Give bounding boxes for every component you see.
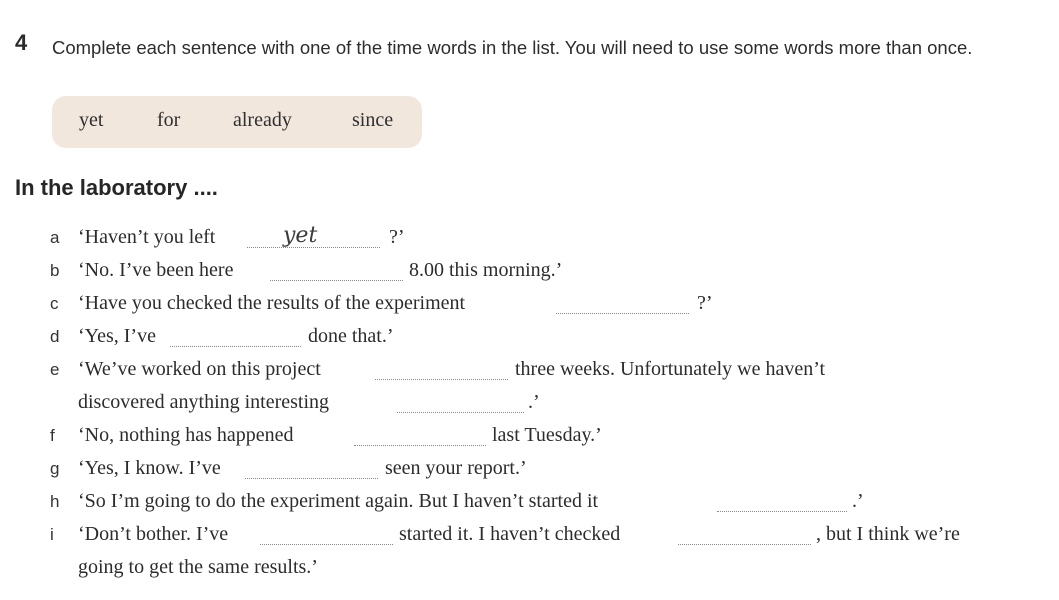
sentence-text: , but I think we’re [816,523,960,545]
sentence-g [0,457,1059,490]
answer-blank[interactable] [354,445,486,446]
sentence-text: started it. I haven’t checked [399,523,621,545]
sentence-c [0,292,1059,325]
answer-blank[interactable] [556,313,689,314]
sentence-letter: h [50,492,60,511]
word-list-item: since [352,109,394,131]
answer-blank[interactable] [397,412,524,413]
answer-blank[interactable] [245,478,378,479]
exercise-instruction: Complete each sentence with one of the time words in the list. You will need to use some words more than once. [52,37,973,58]
answer-blank[interactable] [678,544,811,545]
word-list-box [52,96,422,148]
sentence-text: ‘Haven’t you left [78,226,216,248]
word-list-item: yet [79,109,104,131]
sentence-letter: g [50,459,60,478]
handwritten-answer: yet [283,223,318,248]
section-heading: In the laboratory .... [15,175,218,200]
sentence-text: discovered anything interesting [78,391,330,413]
sentence-b [0,259,1059,292]
word-list-item: for [157,109,181,131]
sentence-text: ‘Have you checked the results of the experiment [78,292,466,314]
sentence-text: done that.’ [308,325,394,347]
answer-blank[interactable] [260,544,393,545]
sentence-text: ‘Don’t bother. I’ve [78,523,229,545]
sentence-letter: b [50,261,60,280]
sentence-letter: f [50,426,55,445]
sentence-letter: e [50,360,60,379]
sentence-text: last Tuesday.’ [492,424,602,446]
sentence-text: ‘Yes, I’ve [78,325,156,347]
sentence-e-continuation [0,391,1059,424]
sentence-h [0,490,1059,523]
sentence-letter: a [50,228,60,247]
sentence-text: seen your report.’ [385,457,527,479]
answer-blank[interactable] [270,280,403,281]
sentence-text: 8.00 this morning.’ [409,259,563,281]
sentence-text: .’ [852,490,864,512]
sentence-text: ?’ [697,292,713,314]
sentence-text: ‘So I’m going to do the experiment again. But I haven’t started it [78,490,599,512]
sentence-letter: c [50,294,59,313]
sentence-letter: d [50,327,60,346]
word-list-item: already [233,109,292,131]
answer-blank[interactable] [170,346,301,347]
sentence-text: ‘No, nothing has happened [78,424,294,446]
sentence-i [0,523,1059,556]
sentence-text: .’ [528,391,540,413]
sentence-a [0,223,1059,259]
exercise-number: 4 [15,30,28,55]
sentence-text: going to get the same results.’ [78,556,318,578]
sentence-e [0,358,1059,391]
sentence-f [0,424,1059,457]
sentence-text: ‘We’ve worked on this project [78,358,321,380]
sentence-text: ?’ [389,226,405,248]
sentence-d [0,325,1059,358]
sentence-text: ‘Yes, I know. I’ve [78,457,221,479]
answer-blank[interactable] [375,379,508,380]
sentence-i-continuation [0,556,1059,589]
sentence-text: ‘No. I’ve been here [78,259,234,281]
sentence-text: three weeks. Unfortunately we haven’t [515,358,826,380]
answer-blank[interactable] [717,511,847,512]
sentence-letter: i [50,525,54,544]
